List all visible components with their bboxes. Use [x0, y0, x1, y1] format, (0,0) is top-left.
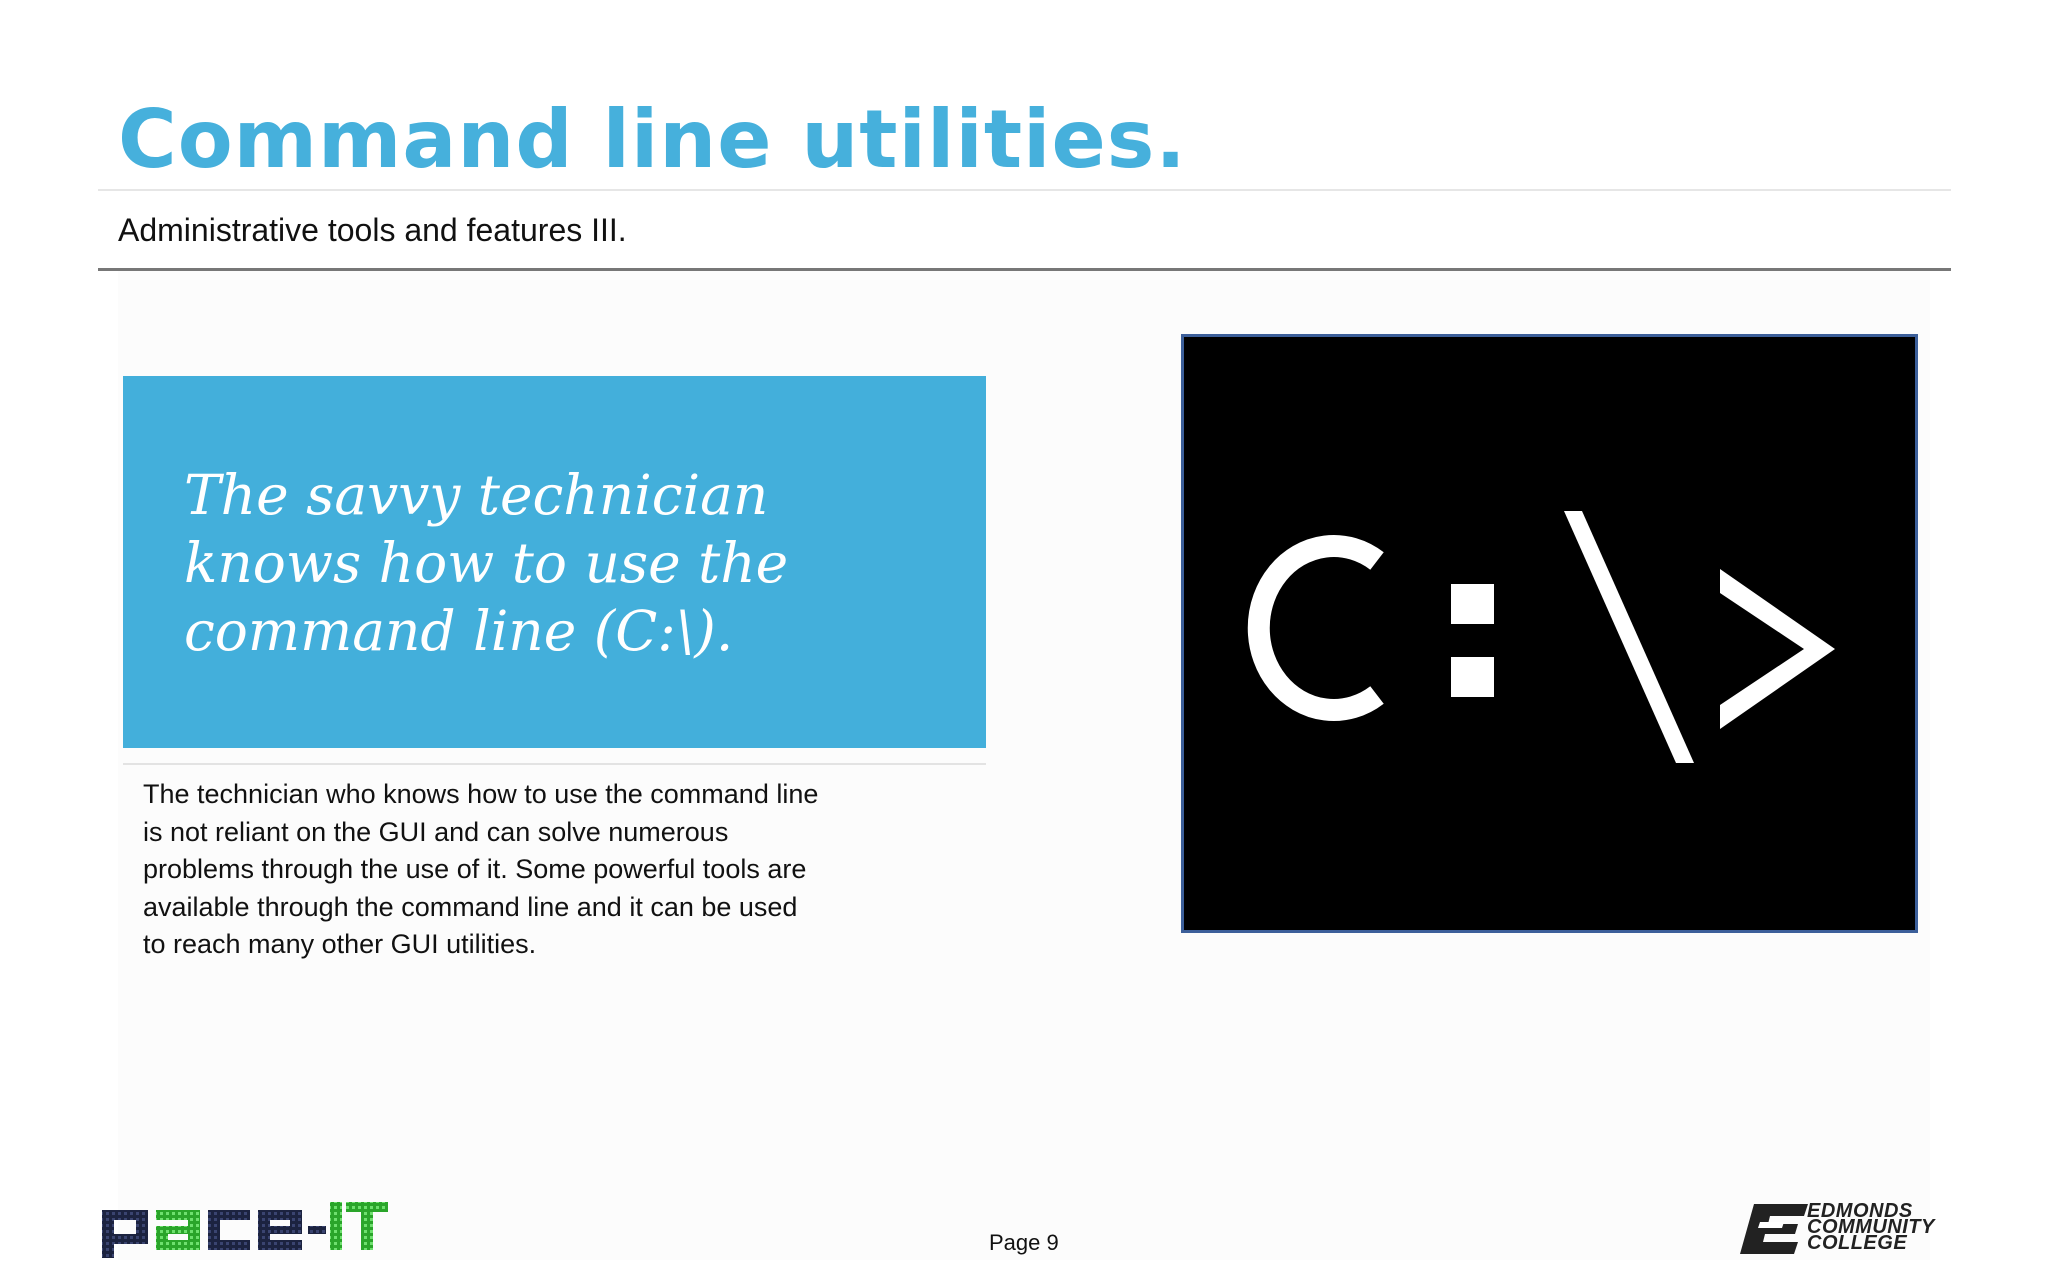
quote-text: The savvy technician knows how to use the command line (C:\). — [184, 463, 789, 663]
command-prompt-glyphs — [1184, 337, 1915, 930]
glyph-c — [1259, 546, 1377, 710]
pace-it-logo-graphic — [100, 1200, 390, 1260]
slide-subtitle: Administrative tools and features III. — [118, 212, 627, 248]
command-prompt-image — [1181, 334, 1918, 933]
page-number: Page 9 — [989, 1230, 1059, 1255]
college-name — [1807, 1200, 1935, 1254]
slide-title: Command line utilities. — [118, 93, 1187, 186]
college-logo-icon — [1740, 1200, 1810, 1263]
quote-divider — [123, 763, 986, 765]
college-name-line: EDMONDS — [1807, 1200, 1913, 1222]
glyph-backslash — [1564, 511, 1694, 763]
title-divider — [98, 189, 1951, 191]
college-logo-graphic — [1740, 1200, 1810, 1258]
quote-box — [123, 376, 986, 748]
college-name-line: COLLEGE — [1807, 1232, 1908, 1254]
glyph-colon-top — [1451, 584, 1494, 624]
pace-it-logo — [100, 1200, 390, 1265]
glyph-colon-bottom — [1451, 657, 1494, 697]
body-paragraph: The technician who knows how to use the command line is not reliant on the GUI and can solve numerous problems through the use of it. Some powerful tools are available through the command line and it can be used to reach many other GUI utilities. — [143, 779, 819, 959]
glyph-greater-than — [1720, 569, 1835, 729]
college-name-line: COMMUNITY — [1807, 1216, 1935, 1238]
subtitle-divider — [98, 268, 1951, 271]
